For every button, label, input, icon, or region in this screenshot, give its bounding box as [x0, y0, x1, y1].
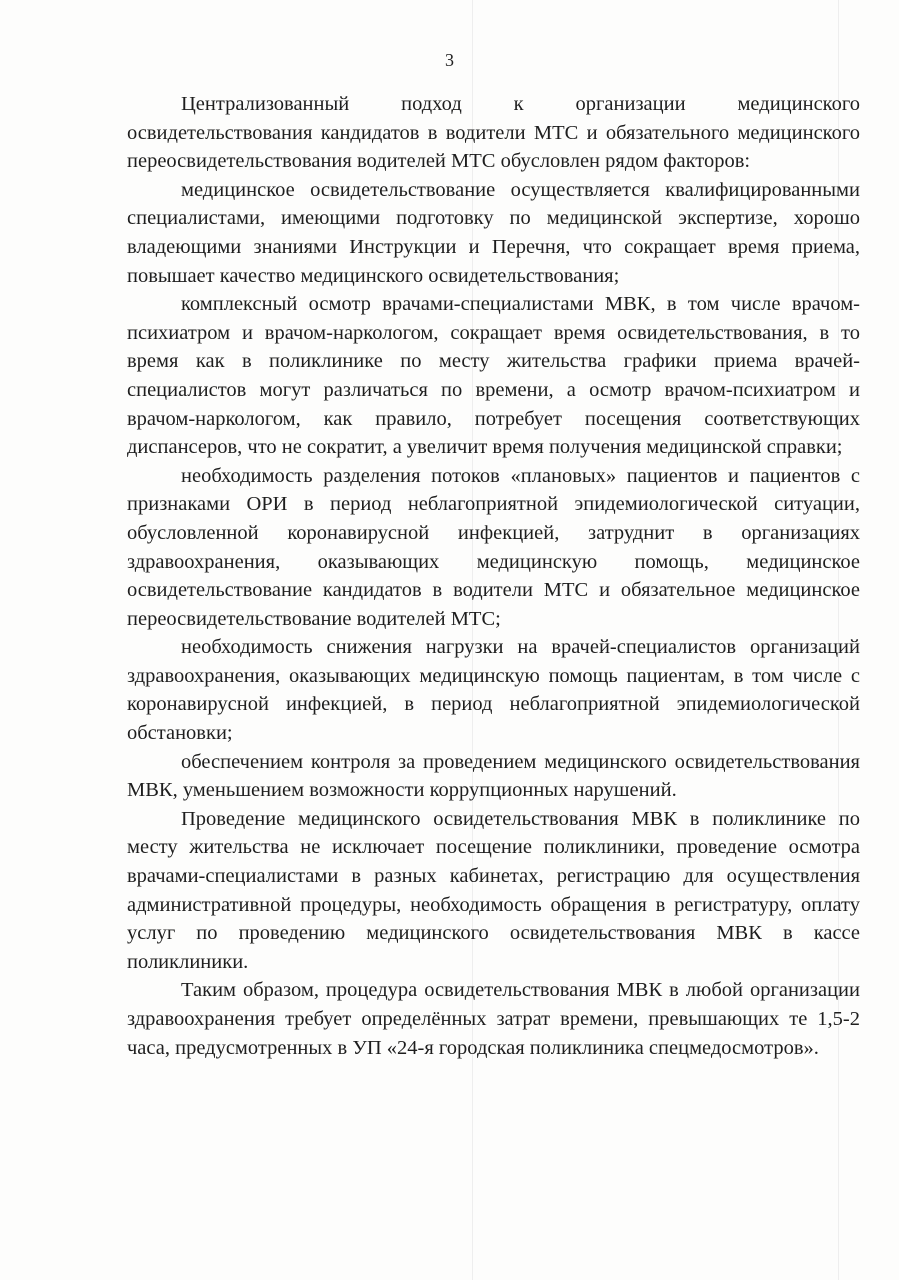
paragraph-factor-comprehensive-exam: комплексный осмотр врачами-специалистами МВК, в том числе врачом-психиатром и врачом-наркологом, сокращает время освидетельствования, в то время как в поликлинике по месту жительства графики приема врачей-специалистов могут различаться по времени, а осмотр врачом-психиатром и врачом-наркологом, как правило, потребует посещения соответствующих диспансеров, что не сократит, а увеличит время получения медицинской справки;	[127, 293, 860, 459]
document-body	[127, 90, 860, 1062]
page-number: 3	[445, 50, 454, 70]
paragraph-intro: Централизованный подход к организации медицинского освидетельствования кандидатов в водители МТС и обязательного медицинского переосвидетельствования водителей МТС обусловлен рядом факторов:	[127, 93, 860, 173]
paragraph-conclusion: Таким образом, процедура освидетельствования МВК в любой организации здравоохранения требует определённых затрат времени, превышающих те 1,5-2 часа, предусмотренных в УП «24-я городская поликлиника спецмедосмотров».	[127, 979, 860, 1059]
paragraph-factor-qualified-specialists: медицинское освидетельствование осуществляется квалифицированными специалистами, имеющими подготовку по медицинской экспертизе, хорошо владеющими знаниями Инструкции и Перечня, что сокращает время приема, повышает качество медицинского освидетельствования;	[127, 178, 860, 287]
paragraph-polyclinic-procedure: Проведение медицинского освидетельствования МВК в поликлинике по месту жительства не исключает посещение поликлиники, проведение осмотра врачами-специалистами в разных кабинетах, регистрацию для осуществления административной процедуры, необходимость обращения в регистратуру, оплату услуг по проведению медицинского освидетельствования МВК в кассе поликлиники.	[127, 807, 860, 973]
paragraph-factor-control: обеспечением контроля за проведением медицинского освидетельствования МВК, уменьшением возможности коррупционных нарушений.	[127, 750, 860, 802]
paragraph-factor-workload: необходимость снижения нагрузки на врачей-специалистов организаций здравоохранения, оказывающих медицинскую помощь пациентам, в том числе с коронавирусной инфекцией, в период неблагоприятной эпидемиологической обстановки;	[127, 636, 860, 745]
paragraph-factor-patient-flows: необходимость разделения потоков «плановых» пациентов и пациентов с признаками ОРИ в период неблагоприятной эпидемиологической ситуации, обусловленной коронавирусной инфекцией, затруднит в организациях здравоохранения, оказывающих медицинскую помощь, медицинское освидетельствование кандидатов в водители МТС и обязательное медицинское переосвидетельствование водителей МТС;	[127, 464, 860, 630]
